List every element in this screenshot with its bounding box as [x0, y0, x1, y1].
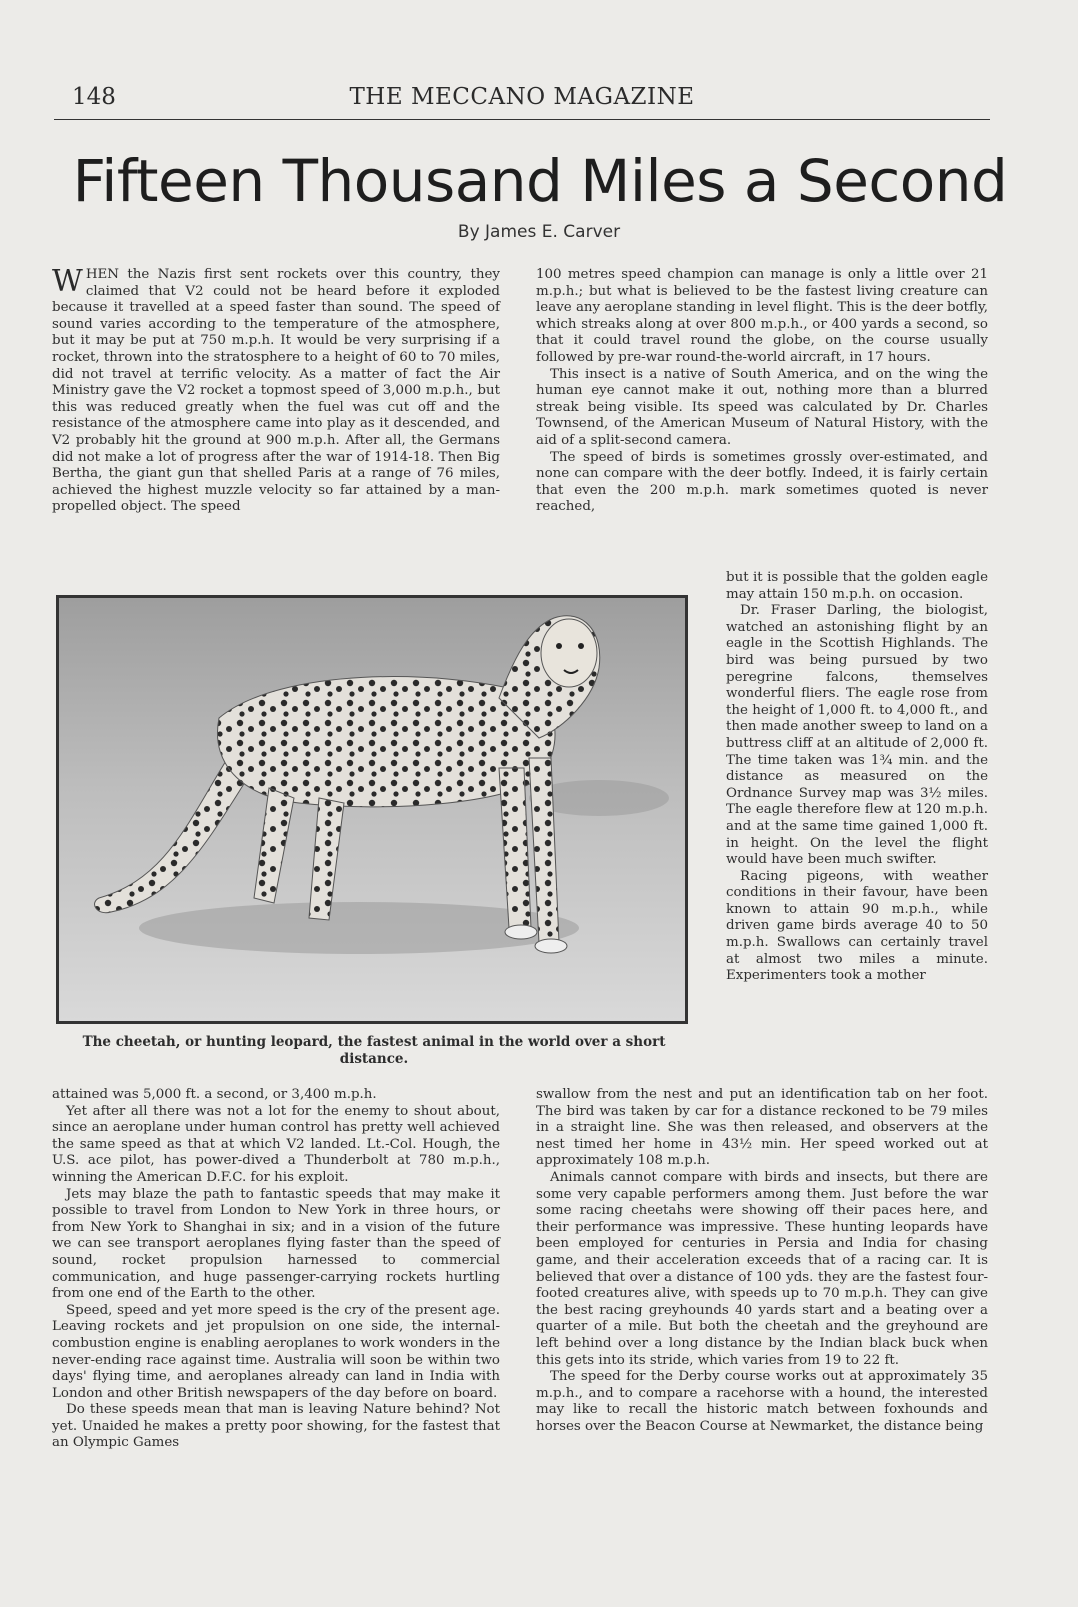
paragraph: Jets may blaze the path to fantastic speeds that may make it possible to travel from London to New York in three hours, or from New York to Shanghai in six; and in a vision of the future we can see transport aeroplanes flying faster than the speed of sound, rocket propulsion harnessed to commercial communication, and huge passenger-carrying rockets hurtling from one end of the Earth to the other. — [52, 1186, 500, 1302]
paragraph: The speed of birds is sometimes grossly over-estimated, and none can compare with the deer botfly. Indeed, it is fairly certain that even the 200 m.p.h. mark sometimes quoted is never reached, — [536, 449, 988, 515]
cheetah-illustration — [59, 598, 685, 1021]
photo-caption: The cheetah, or hunting leopard, the fastest animal in the world over a short distance. — [82, 1034, 666, 1067]
paragraph — [52, 264, 500, 516]
paragraph: Speed, speed and yet more speed is the cry of the present age. Leaving rockets and jet propulsion on one side, the internal-combustion engine is enabling aeroplanes to work wonders in the never-ending race against time. Australia will soon be within two days' flying time, and aeroplanes already can land in India with London and other British newspapers of the day before on board. — [52, 1302, 500, 1401]
article-title: Fifteen Thousand Miles a Second — [72, 147, 1008, 215]
column-1-top — [52, 264, 500, 516]
paragraph: swallow from the nest and put an identification tab on her foot. The bird was taken by car for a distance reckoned to be 79 miles in a straight line. She was then released, and observers at the nest timed her home in 43½ min. Her speed worked out at approximately 108 m.p.h. — [536, 1087, 988, 1169]
column-2-bottom — [536, 1087, 988, 1435]
paragraph: attained was 5,000 ft. a second, or 3,400 m.p.h. — [52, 1087, 377, 1102]
paragraph-text: HEN the Nazis first sent rockets over this country, they claimed that V2 could not be heard before it exploded because it travelled at a speed faster than sound. The speed of sound varies according to the temperature of the atmosphere, but it may be put at 750 m.p.h. It would be very surprising if a rocket, thrown into the stratosphere to a height of 60 to 70 miles, did not travel at terrific velocity. As a matter of fact the Air Ministry gave the V2 rocket a topmost speed of 3,000 m.p.h., but this was reduced greatly when the fuel was cut off and the resistance of the atmosphere came into play as it descended, and V2 probably hit the ground at 900 m.p.h. After all, the Germans did not make a lot of progress after the war of 1914-18. Then Big Bertha, the giant gun that shelled Paris at a range of 76 miles, achieved the highest muzzle velocity so far attained by a man-propelled object. The speed — [52, 267, 500, 515]
paragraph: Yet after all there was not a lot for the enemy to shout about, since an aeroplane under human control has pretty well achieved the same speed as that at which V2 landed. Lt.-Col. Hough, the U.S. ace pilot, has power-dived a Thunderbolt at 780 m.p.h., winning the American D.F.C. for his exploit. — [52, 1103, 500, 1185]
paragraph: This insect is a native of South America, and on the wing the human eye cannot make it out, nothing more than a blurred streak being visible. Its speed was calculated by Dr. Charles Townsend, of the American Museum of Natural History, with the aid of a split-second camera. — [536, 366, 988, 448]
drop-cap: W — [52, 264, 83, 299]
magazine-title: THE MECCANO MAGAZINE — [349, 84, 695, 110]
paragraph: The speed for the Derby course works out at approximately 35 m.p.h., and to compare a racehorse with a hound, the interested may like to recall the historic match between foxhounds and horses over the Beacon Course at Newmarket, the distance being — [536, 1369, 988, 1434]
paragraph: 100 metres speed champion can manage is only a little over 21 m.p.h.; but what is believed to be the fastest living creature can leave any aeroplane standing in level flight. This is the deer botfly, which streaks along at over 800 m.p.h., or 400 yards a second, so that it could travel round the globe, on the course usually followed by pre-war round-the-world aircraft, in 17 hours. — [536, 267, 988, 365]
paragraph: Dr. Fraser Darling, the biologist, watched an astonishing flight by an eagle in the Scottish Highlands. The bird was being pursued by two peregrine falcons, themselves wonderful fliers. The eagle rose from the height of 1,000 ft. to 4,000 ft., and then made another sweep to land on a buttress cliff at an altitude of 2,000 ft. The time taken was 1¾ min. and the distance as measured on the Ordnance Survey map was 3½ miles. The eagle therefore flew at 120 m.p.h. and at the same time gained 1,000 ft. in height. On the level the flight would have been much swifter. — [726, 603, 988, 868]
paragraph: Do these speeds mean that man is leaving Nature behind? Not yet. Unaided he makes a pretty poor showing, for the fastest that an Olympic Games — [52, 1402, 500, 1451]
paragraph: but it is possible that the golden eagle may attain 150 m.p.h. on occasion. — [726, 570, 988, 602]
paragraph: Racing pigeons, with weather conditions in their favour, have been known to attain 90 m.p.h., while driven game birds average 40 to 50 m.p.h. Swallows can certainly travel at almost two miles a minute. Experimenters took a mother — [726, 868, 988, 984]
column-2-top — [536, 267, 988, 516]
paragraph: Animals cannot compare with birds and insects, but there are some very capable performers among them. Just before the war some racing cheetahs were showing off their paces here, and their performance was impressive. These hunting leopards have been employed for centuries in Persia and India for chasing game, and their acceleration exceeds that of a racing car. It is believed that over a distance of 100 yds. they are the fastest four-footed creatures alive, with speeds up to 70 m.p.h. They can give the best racing greyhounds 40 yards start and a beating over a quarter of a mile. But both the cheetah and the greyhound are left behind over a long distance by the Indian black buck when this gets into its stride, which varies from 19 to 22 ft. — [536, 1169, 988, 1368]
header-rule — [54, 119, 990, 120]
byline: By James E. Carver — [457, 222, 621, 242]
cheetah-photo — [56, 595, 688, 1024]
page-number: 148 — [72, 84, 116, 110]
column-2-side — [726, 570, 988, 985]
page-header — [54, 84, 990, 114]
column-1-bottom — [52, 1087, 500, 1452]
